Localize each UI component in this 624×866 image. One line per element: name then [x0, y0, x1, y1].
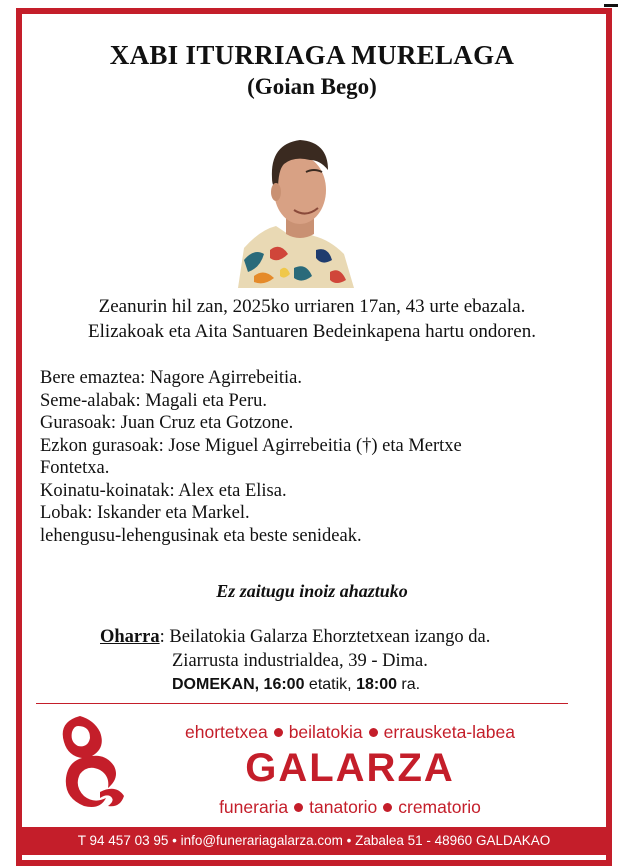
goian-bego: (Goian Bego) — [247, 74, 377, 99]
notice-line: : Beilatokia Galarza Ehorztetxean izango da. — [159, 627, 491, 647]
schedule-day: DOMEKAN, 16:00 — [172, 676, 305, 693]
contact-footer: T 94 457 03 95 • info@funerariagalarza.com • Zabalea 51 - 48960 GALDAKAO — [16, 827, 612, 855]
notice-address: Ziarrusta industrialdea, 39 - Dima. — [172, 651, 428, 671]
wake-notice — [100, 625, 490, 697]
bullet-icon — [383, 803, 392, 812]
death-notice — [0, 294, 624, 344]
family-line: Lobak: Iskander eta Markel. — [40, 503, 250, 523]
schedule-until: ra. — [396, 676, 421, 693]
services-basque — [145, 722, 555, 743]
family-line: Bere emaztea: Nagore Agirrebeitia. — [40, 368, 302, 388]
bullet-icon — [274, 728, 283, 737]
service-item: errausketa-labea — [383, 722, 515, 742]
bullet-icon — [369, 728, 378, 737]
death-line: Zeanurin hil zan, 2025ko urriaren 17an, 43 urte ebazala. — [98, 296, 526, 317]
service-item: crematorio — [398, 797, 481, 817]
service-item: tanatorio — [309, 797, 378, 817]
portrait-photo — [230, 130, 362, 288]
memorial-motto: Ez zaitugu inoiz ahaztuko — [216, 581, 408, 601]
scan-mark — [604, 4, 618, 7]
service-item: ehortetxea — [185, 722, 268, 742]
notice-label: Oharra — [100, 627, 160, 647]
family-line: lehengusu-lehengusinak eta beste senideak. — [40, 525, 362, 546]
divider — [36, 703, 568, 704]
service-item: funeraria — [219, 797, 289, 817]
galarza-logo-icon — [50, 712, 130, 812]
bullet-icon — [294, 803, 303, 812]
notice-schedule — [100, 673, 490, 697]
family-line: Ezkon gurasoak: Jose Miguel Agirrebeitia (†) eta Mertxe — [40, 435, 462, 456]
schedule-from: etatik, — [304, 676, 357, 693]
family-line: Koinatu-koinatak: Alex eta Elisa. — [40, 480, 287, 501]
schedule-until-time: 18:00 — [356, 676, 397, 693]
family-list — [40, 367, 560, 547]
family-line: Gurasoak: Juan Cruz eta Gotzone. — [40, 413, 294, 433]
services-spanish — [145, 797, 555, 818]
deceased-name: XABI ITURRIAGA MURELAGA — [109, 40, 515, 70]
family-line: Fontetxa. — [40, 458, 110, 478]
sacrament-line: Elizakoak eta Aita Santuaren Bedeinkapena hartu ondoren. — [88, 321, 536, 342]
brand-name: GALARZA — [245, 746, 455, 790]
service-item: beilatokia — [288, 722, 363, 742]
family-line: Seme-alabak: Magali eta Peru. — [40, 390, 268, 411]
